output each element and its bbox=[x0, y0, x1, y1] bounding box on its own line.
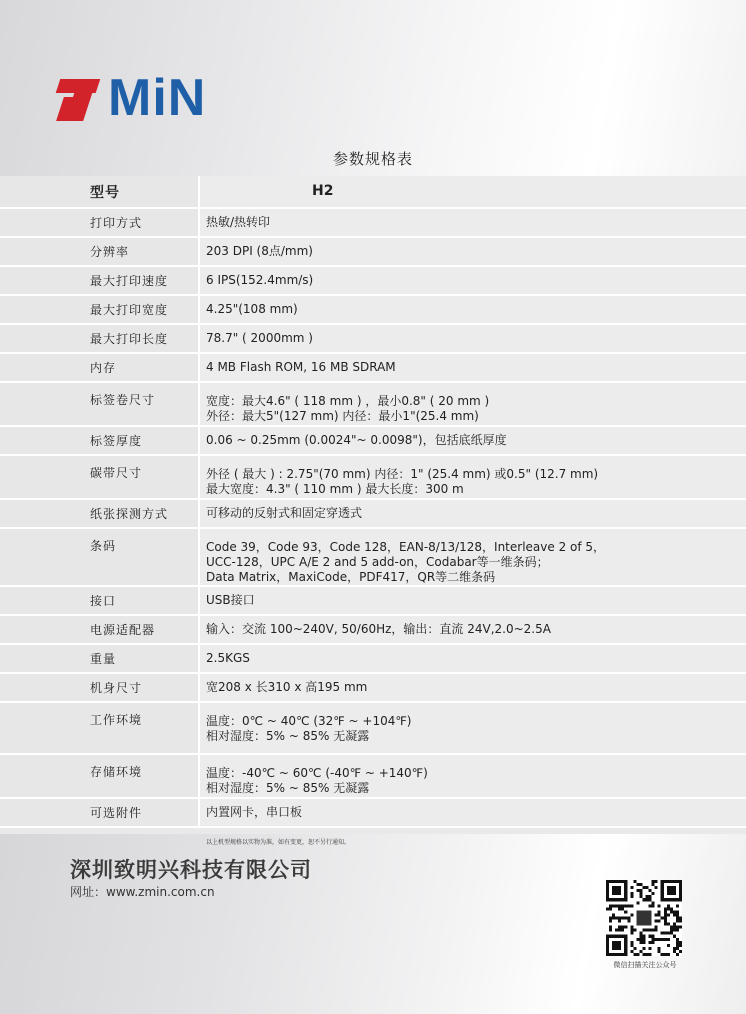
qr-code-icon bbox=[606, 880, 682, 956]
spec-value-line: 6 IPS(152.4mm/s) bbox=[206, 273, 314, 287]
company-name: 深圳致明兴科技有限公司 bbox=[70, 858, 312, 882]
spec-label: 最大打印宽度 bbox=[0, 295, 199, 324]
spec-value bbox=[199, 586, 746, 615]
spec-value-line: 温度：0℃ ~ 40℃ (32℉ ~ +104℉) bbox=[206, 714, 412, 728]
spec-value bbox=[199, 499, 746, 528]
spec-label: 工作环境 bbox=[0, 702, 199, 754]
spec-value-line: 外径 ( 最大 ) : 2.75"(70 mm) 内径：1" (25.4 mm) 或0.5" (12.7 mm) bbox=[206, 467, 599, 481]
spec-value bbox=[199, 455, 746, 499]
spec-value bbox=[199, 426, 746, 455]
spec-label: 存储环境 bbox=[0, 754, 199, 798]
table-row bbox=[0, 673, 746, 702]
spec-value bbox=[199, 324, 746, 353]
spec-value-line: 78.7" ( 2000mm ) bbox=[206, 331, 313, 345]
spec-value bbox=[199, 528, 746, 586]
spec-label: 打印方式 bbox=[0, 208, 199, 237]
spec-value-line: 外径：最大5"(127 mm) 内径：最小1"(25.4 mm) bbox=[206, 409, 479, 423]
spec-label: 重量 bbox=[0, 644, 199, 673]
spec-value bbox=[199, 208, 746, 237]
spec-value-line: 热敏/热转印 bbox=[206, 215, 271, 229]
spec-value bbox=[199, 382, 746, 426]
spec-value bbox=[199, 615, 746, 644]
table-row bbox=[0, 324, 746, 353]
spec-value-line: 输入：交流 100~240V, 50/60Hz，输出：直流 24V,2.0~2.5A bbox=[206, 622, 551, 636]
table-row bbox=[0, 702, 746, 754]
table-row bbox=[0, 382, 746, 426]
table-row bbox=[0, 353, 746, 382]
table-row bbox=[0, 426, 746, 455]
table-row bbox=[0, 266, 746, 295]
logo-mark-icon bbox=[58, 75, 104, 121]
spec-label: 可选附件 bbox=[0, 798, 199, 827]
table-row bbox=[0, 237, 746, 266]
spec-value-line: USB接口 bbox=[206, 593, 255, 607]
footnote: 以上机型规格以实物为准，如有变更，恕不另行通知。 bbox=[206, 839, 351, 846]
header-banner bbox=[0, 0, 746, 176]
spec-label: 分辨率 bbox=[0, 237, 199, 266]
brand-logo bbox=[58, 69, 207, 127]
spec-value-line: 宽度：最大4.6" ( 118 mm ) ，最小0.8" ( 20 mm ) bbox=[206, 394, 490, 408]
spec-value-line: 0.06 ~ 0.25mm (0.0024"~ 0.0098")，包括底纸厚度 bbox=[206, 433, 507, 447]
model-value: H2 bbox=[199, 176, 746, 208]
table-row bbox=[0, 499, 746, 528]
spec-value bbox=[199, 702, 746, 754]
spec-value bbox=[199, 673, 746, 702]
website: 网址：www.zmin.com.cn bbox=[70, 885, 215, 899]
footer-banner bbox=[0, 834, 746, 1014]
spec-value-line: 2.5KGS bbox=[206, 651, 250, 665]
table-row bbox=[0, 208, 746, 237]
spec-value bbox=[199, 353, 746, 382]
spec-table bbox=[0, 176, 746, 828]
spec-value-line: 4 MB Flash ROM, 16 MB SDRAM bbox=[206, 360, 396, 374]
spec-value-line: 最大宽度：4.3" ( 110 mm ) 最大长度：300 m bbox=[206, 482, 464, 496]
spec-label: 标签卷尺寸 bbox=[0, 382, 199, 426]
spec-value-line: UCC-128，UPC A/E 2 and 5 add-on，Codabar等一维条码； bbox=[206, 555, 549, 569]
spec-value-line: 相对湿度：5% ~ 85% 无凝露 bbox=[206, 781, 370, 795]
table-row bbox=[0, 615, 746, 644]
spec-value-line: 宽208 x 长310 x 高195 mm bbox=[206, 680, 368, 694]
table-header-row bbox=[0, 176, 746, 208]
spec-label: 碳带尺寸 bbox=[0, 455, 199, 499]
table-row bbox=[0, 295, 746, 324]
spec-label: 最大打印长度 bbox=[0, 324, 199, 353]
spec-value-line: 可移动的反射式和固定穿透式 bbox=[206, 506, 363, 520]
spec-label: 接口 bbox=[0, 586, 199, 615]
spec-value-line: 内置网卡，串口板 bbox=[206, 805, 303, 819]
table-row bbox=[0, 798, 746, 827]
table-row bbox=[0, 754, 746, 798]
spec-value bbox=[199, 644, 746, 673]
spec-value-line: 203 DPI (8点/mm) bbox=[206, 244, 313, 258]
spec-value-line: 温度：-40℃ ~ 60℃ (-40℉ ~ +140℉) bbox=[206, 766, 428, 780]
spec-label: 纸张探测方式 bbox=[0, 499, 199, 528]
spec-value-line: Code 39，Code 93，Code 128，EAN-8/13/128，Interleave 2 of 5， bbox=[206, 540, 606, 554]
qr-caption: 微信扫描关注公众号 bbox=[613, 961, 677, 969]
spec-label: 最大打印速度 bbox=[0, 266, 199, 295]
spec-value bbox=[199, 266, 746, 295]
logo-text: MiN bbox=[108, 69, 207, 127]
spec-label: 机身尺寸 bbox=[0, 673, 199, 702]
spec-value bbox=[199, 295, 746, 324]
spec-label: 条码 bbox=[0, 528, 199, 586]
spec-value-line: 4.25"(108 mm) bbox=[206, 302, 298, 316]
spec-label: 内存 bbox=[0, 353, 199, 382]
spec-value-line: Data Matrix，MaxiCode，PDF417，QR等二维条码 bbox=[206, 570, 496, 584]
table-row bbox=[0, 586, 746, 615]
spec-value bbox=[199, 798, 746, 827]
table-row bbox=[0, 528, 746, 586]
model-label: 型号 bbox=[0, 176, 199, 208]
spec-value bbox=[199, 237, 746, 266]
table-row bbox=[0, 455, 746, 499]
table-row bbox=[0, 644, 746, 673]
spec-label: 电源适配器 bbox=[0, 615, 199, 644]
document-title: 参数规格表 bbox=[332, 150, 413, 168]
spec-value bbox=[199, 754, 746, 798]
spec-value-line: 相对湿度：5% ~ 85% 无凝露 bbox=[206, 729, 370, 743]
spec-label: 标签厚度 bbox=[0, 426, 199, 455]
